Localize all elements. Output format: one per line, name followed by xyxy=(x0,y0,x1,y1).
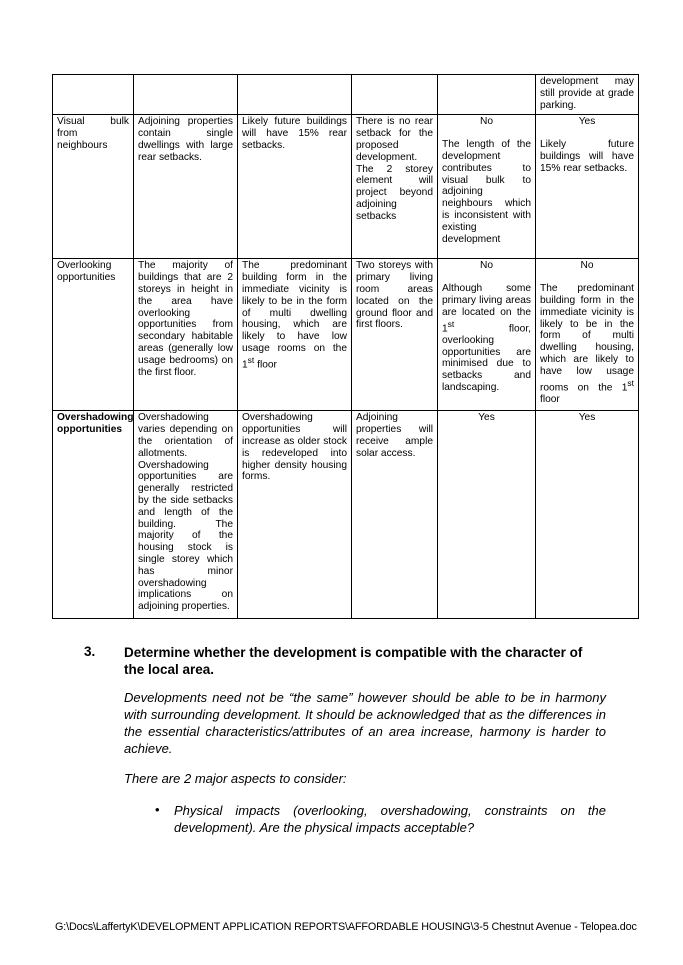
compliance-value: No xyxy=(479,116,494,128)
file-path-footer: G:\Docs\LaffertyK\DEVELOPMENT APPLICATION REPORTS\AFFORDABLE HOUSING\3-5 Chestnut Avenue - Telopea.doc xyxy=(55,921,637,933)
cell-text: Overshadowing varies depending on the orientation of allotments. Overshadowing opportunities are generally restricted by the side setbacks and length of the building. The majority of the housing stock is single storey which has minor overshadowing implications on adjoining properties. xyxy=(134,411,238,619)
cell-text xyxy=(536,259,639,411)
superscript: st xyxy=(447,318,455,329)
compliance-value: Yes xyxy=(478,412,495,424)
cell-text xyxy=(536,411,639,619)
section-title: Determine whether the development is compatible with the character of the local area. xyxy=(124,645,583,677)
cell-empty xyxy=(53,75,134,115)
cell-text xyxy=(438,411,536,619)
cell-text: Overshadowing opportunities will increase as older stock is redeveloped into higher density housing forms. xyxy=(238,411,352,619)
compliance-value: No xyxy=(479,260,494,272)
compliance-value: Yes xyxy=(578,412,596,424)
cell-text xyxy=(438,115,536,259)
row-heading: Overshadowing opportunities xyxy=(53,411,134,619)
compliance-value: Yes xyxy=(578,116,596,128)
intro-paragraph: Developments need not be “the same” however should be able to be in harmony with surrounding development. It should be acknowledged that as the differences in the essential characteristics/attributes of an area increase, harmony is harder to achieve. xyxy=(124,690,606,756)
cell-note: The predominant building form in the immediate vicinity is likely to be in the form of multi dwelling housing, which are likely to have low usage rooms on the 1 xyxy=(242,260,347,371)
cell-text xyxy=(238,259,352,411)
table-row xyxy=(53,259,639,411)
cell-text: The majority of buildings that are 2 storeys in height in the area have overlooking opportunities from secondary habitable areas (generally low usage bedrooms) on the first floor. xyxy=(134,259,238,411)
cell-text xyxy=(438,259,536,411)
cell-empty xyxy=(438,75,536,115)
table-row xyxy=(53,411,639,619)
aspects-paragraph: There are 2 major aspects to consider: xyxy=(124,771,347,786)
compliance-value: No xyxy=(580,260,594,272)
cell-empty xyxy=(238,75,352,115)
cell-note: Although some primary living areas are located on the 1 xyxy=(442,283,531,334)
cell-note-end: floor, overlooking opportunities are minimised due to setbacks and landscaping. xyxy=(442,322,531,393)
assessment-table xyxy=(52,74,639,619)
bullet-text: Physical impacts (overlooking, overshadowing, constraints on the development). Are the physical impacts acceptable? xyxy=(174,803,606,835)
cell-note: The predominant building form in the immediate vicinity is likely to be in the form of multi dwelling housing, which are likely to have low usage rooms on the 1 xyxy=(540,283,634,393)
superscript: st xyxy=(247,354,255,365)
cell-empty xyxy=(134,75,238,115)
cell-note: Likely future buildings will have 15% rear setbacks. xyxy=(540,139,634,174)
section-number: 3. xyxy=(84,644,96,659)
cell-note-end: floor xyxy=(254,359,277,371)
cell-text: There is no rear setback for the proposed development. The 2 storey element will project beyond adjoining setbacks xyxy=(352,115,438,259)
superscript: st xyxy=(627,377,634,388)
cell-note: The length of the development contributes to visual bulk to adjoining neighbours which is inconsistent with existing development xyxy=(442,139,531,245)
cell-text: development may still provide at grade parking. xyxy=(536,75,639,115)
cell-text: Adjoining properties contain single dwellings with large rear setbacks. xyxy=(134,115,238,259)
row-heading: Overlooking opportunities xyxy=(53,259,134,411)
table-row xyxy=(53,115,639,259)
bullet-icon: • xyxy=(155,802,160,817)
cell-empty xyxy=(352,75,438,115)
table-row xyxy=(53,75,639,115)
cell-text: Likely future buildings will have 15% rear setbacks. xyxy=(238,115,352,259)
cell-text: Adjoining properties will receive ample solar access. xyxy=(352,411,438,619)
cell-note-end: floor xyxy=(540,393,560,405)
row-heading: Visual bulk from neighbours xyxy=(53,115,134,259)
cell-text xyxy=(536,115,639,259)
cell-text: Two storeys with primary living room areas located on the ground floor and first floors. xyxy=(352,259,438,411)
